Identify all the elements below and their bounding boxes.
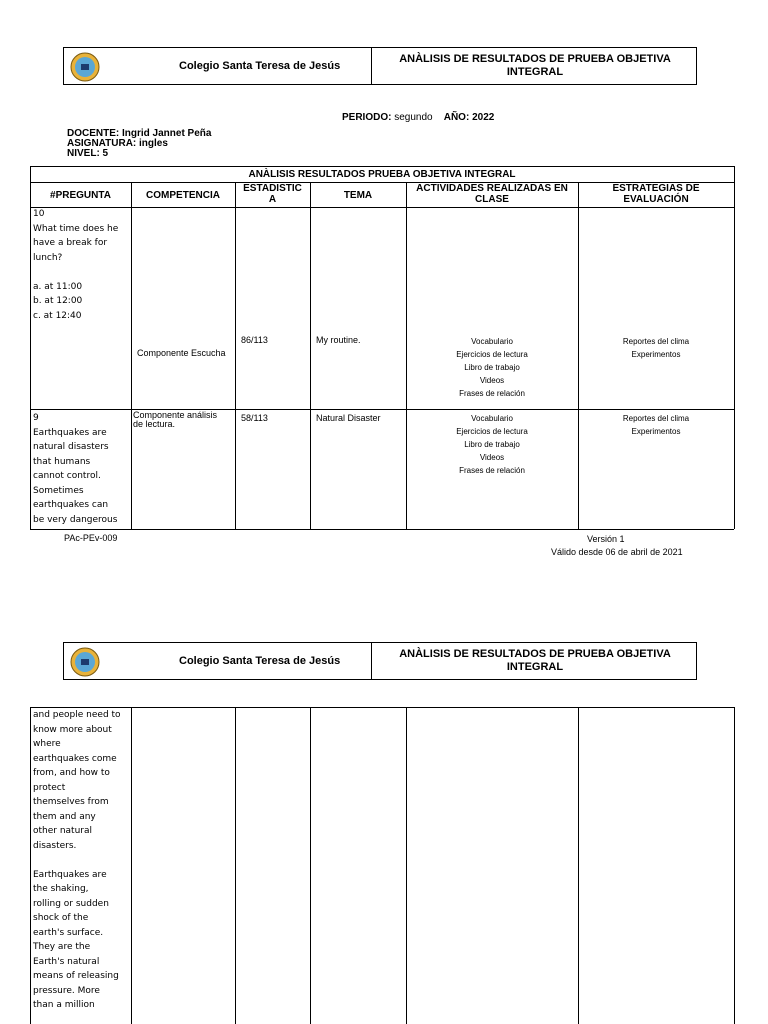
period-line (342, 112, 494, 123)
row2-actividades: Vocabulario Ejercicios de lectura Libro de trabajo Videos Frases de relación (456, 414, 528, 475)
school-logo-icon (70, 52, 100, 82)
row2-competencia: Componente análisis de lectura. (133, 410, 218, 429)
row1-tema: My routine. (316, 335, 361, 345)
table-caption: ANÀLISIS RESULTADOS PRUEBA OBJETIVA INTEGRAL (248, 169, 516, 180)
footer-code: PAc-PEv-009 (64, 533, 118, 543)
row1-estadistica: 86/113 (241, 335, 268, 345)
row2-estrategias: Reportes del clima Experimentos (622, 414, 690, 436)
periodo-value: segundo (394, 112, 433, 123)
row1-estrategias: Reportes del clima Experimentos (622, 337, 690, 359)
col-competencia: COMPETENCIA (146, 190, 220, 201)
anio-value: 2022 (472, 112, 495, 123)
col-pregunta: #PREGUNTA (50, 190, 111, 201)
footer-version: Versión 1 (587, 534, 625, 544)
col-actividades: ACTIVIDADES REALIZADAS EN CLASE (416, 183, 568, 205)
row1-competencia: Componente Escucha (137, 348, 226, 358)
col-estadistica: ESTADISTIC A (243, 183, 302, 205)
row1-pregunta: 10 What time does he have a break for lunch? a. at 11:00 b. at 12:00 c. at 12:40 (33, 209, 119, 321)
document-header-page2 (63, 642, 697, 680)
anio-label: AÑO: (443, 112, 470, 123)
nivel: NIVEL: 5 (67, 148, 109, 159)
docente: DOCENTE: Ingrid Jannet Peña (67, 128, 212, 139)
document-title: ANÀLISIS DE RESULTADOS DE PRUEBA OBJETIVA INTEGRAL (399, 53, 671, 78)
document-title-page2: ANÀLISIS DE RESULTADOS DE PRUEBA OBJETIVA INTEGRAL (399, 648, 671, 673)
col-estrategias: ESTRATEGIAS DE EVALUACIÓN (612, 183, 700, 205)
teacher-info (67, 129, 211, 159)
school-name-page2: Colegio Santa Teresa de Jesús (179, 655, 341, 667)
document-header (63, 47, 697, 85)
col-tema: TEMA (343, 190, 373, 201)
row2-estadistica: 58/113 (241, 413, 268, 423)
row2-pregunta-continued: and people need to know more about where earthquakes come from, and how to protect themselves from them and any other natural disasters. Earthquakes are the shaking, rolling or sudden shock of the earth's surface. They are the Earth's natural means of releasing pressure. More than a million (33, 710, 121, 1010)
school-logo-icon (70, 647, 100, 677)
row1-actividades: Vocabulario Ejercicios de lectura Libro de trabajo Videos Frases de relación (456, 337, 528, 398)
row2-tema: Natural Disaster (316, 413, 381, 423)
asignatura: ASIGNATURA: ingles (67, 138, 168, 149)
periodo-label: PERIODO: (342, 112, 392, 123)
row2-pregunta: 9 Earthquakes are natural disasters that humans cannot control. Sometimes earthquakes can be very dangerous (33, 413, 118, 525)
school-name: Colegio Santa Teresa de Jesús (179, 60, 341, 72)
footer-valid: Válido desde 06 de abril de 2021 (551, 547, 683, 557)
